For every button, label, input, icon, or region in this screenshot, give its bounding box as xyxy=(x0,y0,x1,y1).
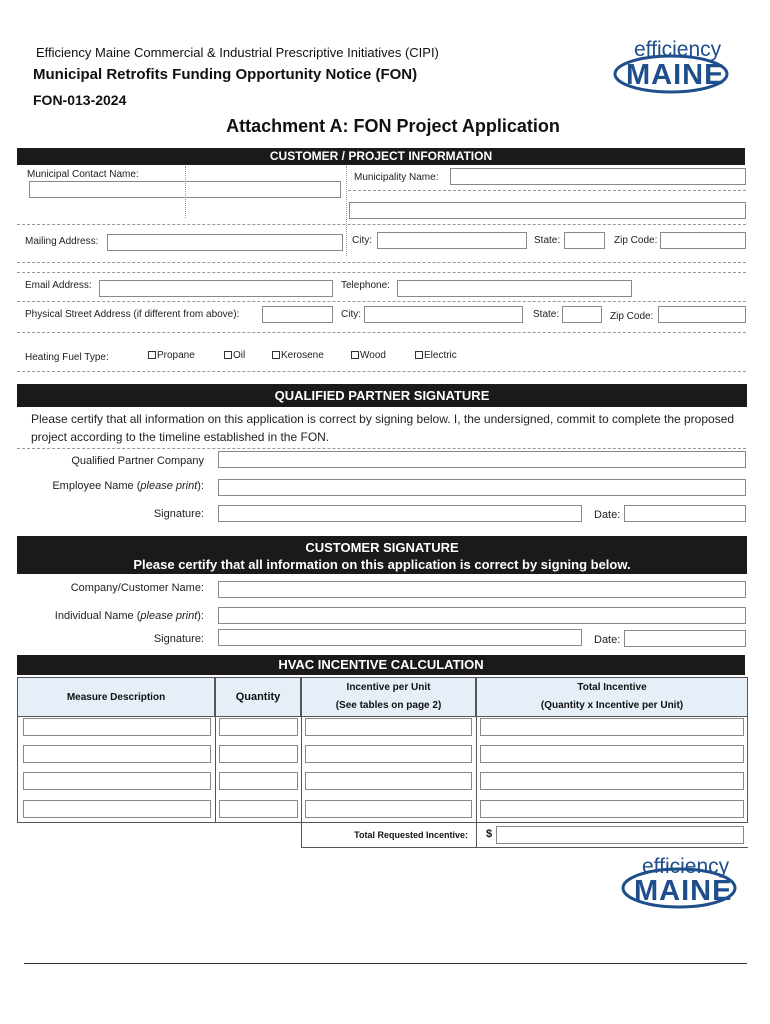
municipal-contact-label: Municipal Contact Name: xyxy=(27,169,139,180)
col-incentive-per-unit xyxy=(301,677,476,717)
divider xyxy=(17,371,746,372)
heating-fuel-label: Heating Fuel Type: xyxy=(25,352,109,363)
header-text: Incentive per Unit xyxy=(346,682,431,693)
partner-certify-text: Please certify that all information on this application is correct by signing below. I, the undersigned, commit to complete the proposed project according to the timeline established in the FON. xyxy=(31,412,735,444)
mailing-address-label: Mailing Address: xyxy=(25,236,99,247)
label-emphasis: please print xyxy=(140,610,198,622)
state-input[interactable] xyxy=(564,232,605,249)
checkbox-icon[interactable] xyxy=(351,351,359,359)
mailing-address-input[interactable] xyxy=(107,234,343,251)
partner-company-input[interactable] xyxy=(218,451,746,468)
zip-input[interactable] xyxy=(660,232,746,249)
municipality-name-input-2[interactable] xyxy=(349,202,746,219)
state2-input[interactable] xyxy=(562,306,602,323)
logo-word-efficiency: efficiency xyxy=(642,855,730,878)
partner-signature-input[interactable] xyxy=(218,505,582,522)
fuel-option-oil[interactable] xyxy=(224,350,245,361)
municipality-name-input[interactable] xyxy=(450,168,746,185)
row4-incentive-input[interactable] xyxy=(305,800,472,818)
telephone-label: Telephone: xyxy=(341,280,390,291)
customer-company-input[interactable] xyxy=(218,581,746,598)
row3-total-input[interactable] xyxy=(480,772,744,790)
divider xyxy=(348,190,746,191)
customer-date-input[interactable] xyxy=(624,630,746,647)
city2-label: City: xyxy=(341,309,361,320)
header-text: Quantity xyxy=(235,691,281,703)
row3-quantity-input[interactable] xyxy=(219,772,298,790)
fuel-label: Kerosene xyxy=(281,350,324,361)
fon-number: FON-013-2024 xyxy=(33,92,127,108)
partner-heading: QUALIFIED PARTNER SIGNATURE xyxy=(17,384,747,407)
fuel-option-electric[interactable] xyxy=(415,350,457,361)
row1-quantity-input[interactable] xyxy=(219,718,298,736)
zip2-label: Zip Code: xyxy=(610,311,654,322)
header-text: Total Incentive xyxy=(577,682,647,693)
fuel-label: Electric xyxy=(424,350,457,361)
row2-quantity-input[interactable] xyxy=(219,745,298,763)
customer-date-label: Date: xyxy=(594,634,621,646)
row4-quantity-input[interactable] xyxy=(219,800,298,818)
row4-measure-input[interactable] xyxy=(23,800,211,818)
customer-sig-heading xyxy=(17,536,747,574)
divider xyxy=(17,224,746,225)
divider xyxy=(476,847,748,848)
physical-address-label: Physical Street Address (if different from above): xyxy=(25,309,240,320)
divider xyxy=(215,717,216,823)
col-measure-description xyxy=(17,677,215,717)
city-label: City: xyxy=(352,235,372,246)
label-text: Individual Name ( xyxy=(54,610,141,622)
divider xyxy=(17,301,746,302)
row2-incentive-input[interactable] xyxy=(305,745,472,763)
row4-total-input[interactable] xyxy=(480,800,744,818)
total-requested-input[interactable] xyxy=(496,826,744,844)
row1-total-input[interactable] xyxy=(480,718,744,736)
logo-word-efficiency: efficiency xyxy=(634,38,722,61)
fuel-label: Wood xyxy=(360,350,386,361)
divider xyxy=(301,717,302,848)
customer-signature-label: Signature: xyxy=(153,633,204,645)
divider xyxy=(476,717,477,848)
hvac-heading: HVAC INCENTIVE CALCULATION xyxy=(17,655,745,675)
col-total-incentive xyxy=(476,677,748,717)
customer-sig-title: CUSTOMER SIGNATURE xyxy=(305,540,459,555)
label-emphasis: please print xyxy=(140,480,198,492)
physical-address-input[interactable] xyxy=(262,306,333,323)
label-text: Employee Name ( xyxy=(52,480,141,492)
email-input[interactable] xyxy=(99,280,333,297)
fuel-option-wood[interactable] xyxy=(351,350,386,361)
efficiency-maine-logo xyxy=(612,34,730,96)
row3-measure-input[interactable] xyxy=(23,772,211,790)
efficiency-maine-logo-bottom xyxy=(620,850,738,912)
checkbox-icon[interactable] xyxy=(272,351,280,359)
individual-name-label xyxy=(20,610,204,622)
notice-title: Municipal Retrofits Funding Opportunity Notice (FON) xyxy=(33,66,418,83)
row3-incentive-input[interactable] xyxy=(305,772,472,790)
partner-company-label: Qualified Partner Company xyxy=(71,455,204,467)
customer-signature-input[interactable] xyxy=(218,629,582,646)
header-text: (Quantity x Incentive per Unit) xyxy=(540,700,684,711)
row1-measure-input[interactable] xyxy=(23,718,211,736)
logo-word-maine: MAINE xyxy=(634,875,733,907)
email-label: Email Address: xyxy=(25,280,92,291)
footer-rule xyxy=(24,963,747,964)
city2-input[interactable] xyxy=(364,306,523,323)
city-input[interactable] xyxy=(377,232,527,249)
attachment-title: Attachment A: FON Project Application xyxy=(226,116,560,136)
program-name: Efficiency Maine Commercial & Industrial Prescriptive Initiatives (CIPI) xyxy=(36,45,439,60)
divider xyxy=(17,448,746,449)
checkbox-icon[interactable] xyxy=(224,351,232,359)
customer-sig-certify: Please certify that all information on this application is correct by signing below. xyxy=(133,557,631,572)
divider xyxy=(346,166,347,256)
row2-measure-input[interactable] xyxy=(23,745,211,763)
zip-label: Zip Code: xyxy=(614,235,658,246)
fuel-option-kerosene[interactable] xyxy=(272,350,324,361)
checkbox-icon[interactable] xyxy=(148,351,156,359)
telephone-input[interactable] xyxy=(397,280,632,297)
row2-total-input[interactable] xyxy=(480,745,744,763)
checkbox-icon[interactable] xyxy=(415,351,423,359)
divider xyxy=(17,272,746,273)
employee-name-label xyxy=(20,480,204,492)
header-text: Measure Description xyxy=(66,691,166,703)
divider xyxy=(301,847,477,848)
divider xyxy=(17,262,746,263)
state2-label: State: xyxy=(533,309,560,320)
divider xyxy=(185,166,186,218)
label-text: ): xyxy=(197,610,204,622)
total-requested-label: Total Requested Incentive: xyxy=(354,830,468,840)
logo-word-maine: MAINE xyxy=(626,59,725,91)
currency-symbol: $ xyxy=(486,828,493,840)
fuel-label: Propane xyxy=(157,350,195,361)
fuel-label: Oil xyxy=(233,350,246,361)
customer-info-heading: CUSTOMER / PROJECT INFORMATION xyxy=(17,148,745,165)
row1-incentive-input[interactable] xyxy=(305,718,472,736)
individual-name-input[interactable] xyxy=(218,607,746,624)
partner-signature-label: Signature: xyxy=(153,508,204,520)
municipality-name-label: Municipality Name: xyxy=(354,172,439,183)
col-quantity xyxy=(215,677,301,717)
zip2-input[interactable] xyxy=(658,306,746,323)
partner-date-label: Date: xyxy=(594,509,621,521)
customer-company-label: Company/Customer Name: xyxy=(70,582,204,594)
state-label: State: xyxy=(534,235,561,246)
header-text: (See tables on page 2) xyxy=(335,700,442,711)
employee-name-input[interactable] xyxy=(218,479,746,496)
partner-date-input[interactable] xyxy=(624,505,746,522)
label-text: ): xyxy=(197,480,204,492)
divider xyxy=(17,332,746,333)
fuel-option-propane[interactable] xyxy=(148,350,195,361)
